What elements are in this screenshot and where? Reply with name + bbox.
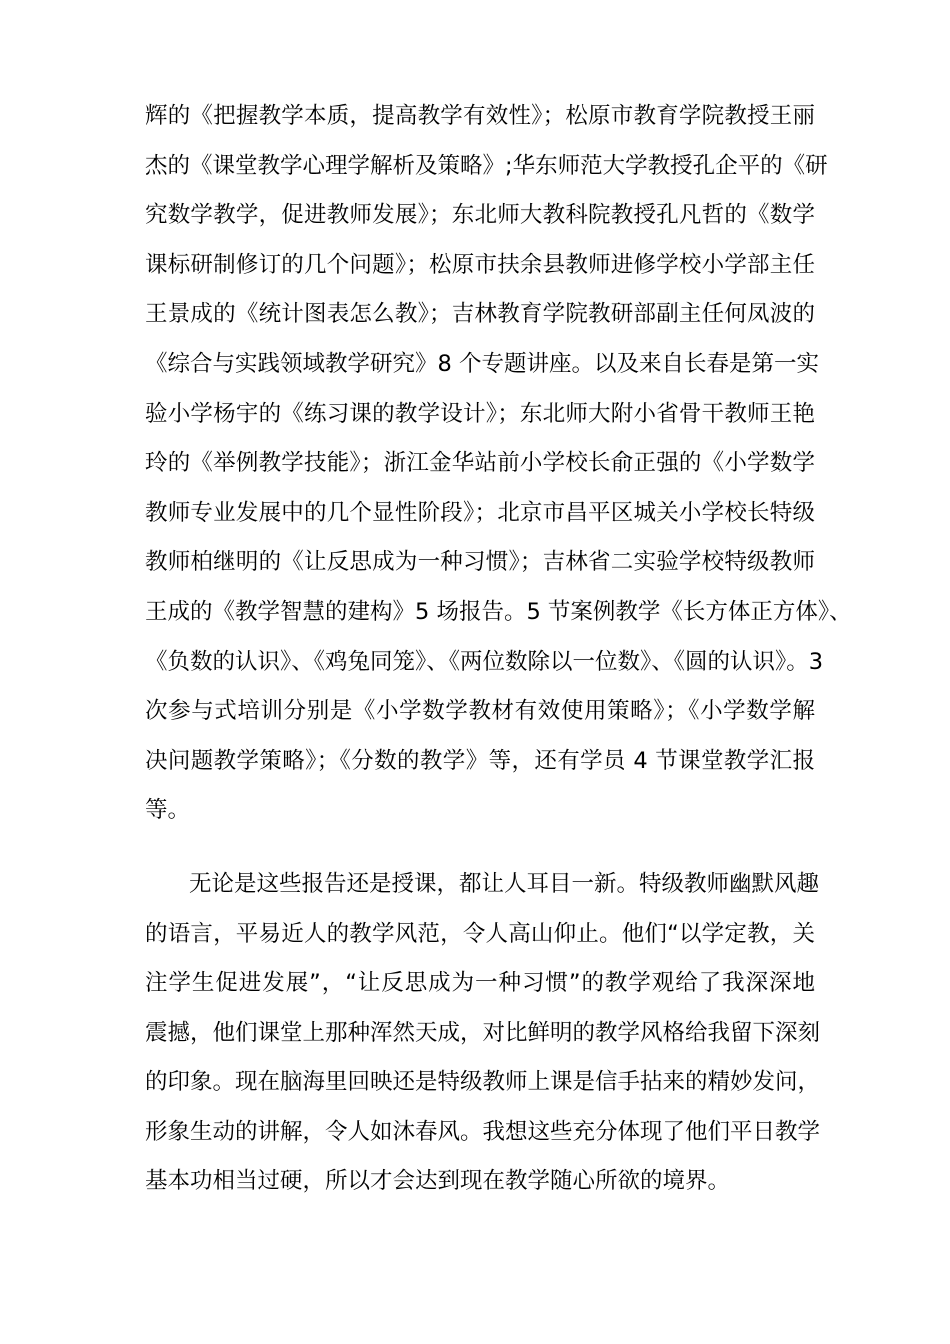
text-line: 教师专业发展中的几个显性阶段》；北京市昌平区城关小学校长特级: [145, 499, 815, 526]
text-line: 震撼，他们课堂上那种浑然天成，对比鲜明的教学风格给我留下深刻: [145, 1019, 821, 1046]
text-line: 的语言，平易近人的教学风范，令人高山仰止。他们“以学定教，关: [145, 920, 815, 947]
text-line: 课标研制修订的几个问题》；松原市扶余县教师进修学校小学部主任: [145, 251, 815, 278]
text-line: 玲的《举例教学技能》；浙江金华站前小学校长俞正强的《小学数学: [145, 450, 815, 477]
text-line: 的印象。现在脑海里回映还是特级教师上课是信手拈来的精妙发问，: [145, 1069, 821, 1096]
text-line: 教师柏继明的《让反思成为一种习惯》；吉林省二实验学校特级教师: [145, 549, 815, 576]
text-line: 决问题教学策略》；《分数的教学》等，还有学员 4 节课堂教学汇报: [145, 747, 815, 774]
text-line: 无论是这些报告还是授课，都让人耳目一新。特级教师幽默风趣: [189, 870, 820, 897]
text-line: 辉的《把握教学本质，提高教学有效性》；松原市教育学院教授王丽: [145, 103, 815, 129]
text-line: 《负数的认识》、《鸡兔同笼》、《两位数除以一位数》、《圆的认识》。3: [145, 648, 824, 675]
text-line: 注学生促进发展”，“让反思成为一种习惯”的教学观给了我深深地: [145, 970, 815, 997]
text-line: 验小学杨宇的《练习课的教学设计》；东北师大附小省骨干教师王艳: [145, 400, 815, 427]
text-line: 究数学教学，促进教师发展》；东北师大教科院教授孔凡哲的《数学: [145, 202, 815, 229]
text-line: 基本功相当过硬，所以才会达到现在教学随心所欲的境界。: [145, 1168, 731, 1195]
paragraph-gap: [145, 836, 815, 860]
text-line: 等。: [145, 797, 191, 824]
paragraph-lectures: [145, 92, 852, 836]
text-line: 王景成的《统计图表怎么教》；吉林教育学院教研部副主任何凤波的: [145, 301, 815, 328]
text-line: 形象生动的讲解，令人如沐春风。我想这些充分体现了他们平日教学: [145, 1118, 821, 1145]
paragraph-impressions: [145, 860, 821, 1207]
document-page: [145, 92, 852, 1207]
text-line: 王成的《教学智慧的建构》5 场报告。5 节案例教学《长方体正方体》、: [145, 598, 852, 625]
text-line: 杰的《课堂教学心理学解析及策略》;华东师范大学教授孔企平的《研: [145, 152, 828, 179]
text-line: 次参与式培训分别是《小学数学教材有效使用策略》；《小学数学解: [145, 698, 815, 725]
text-line: 《综合与实践领域教学研究》8 个专题讲座。以及来自长春是第一实: [145, 350, 819, 377]
